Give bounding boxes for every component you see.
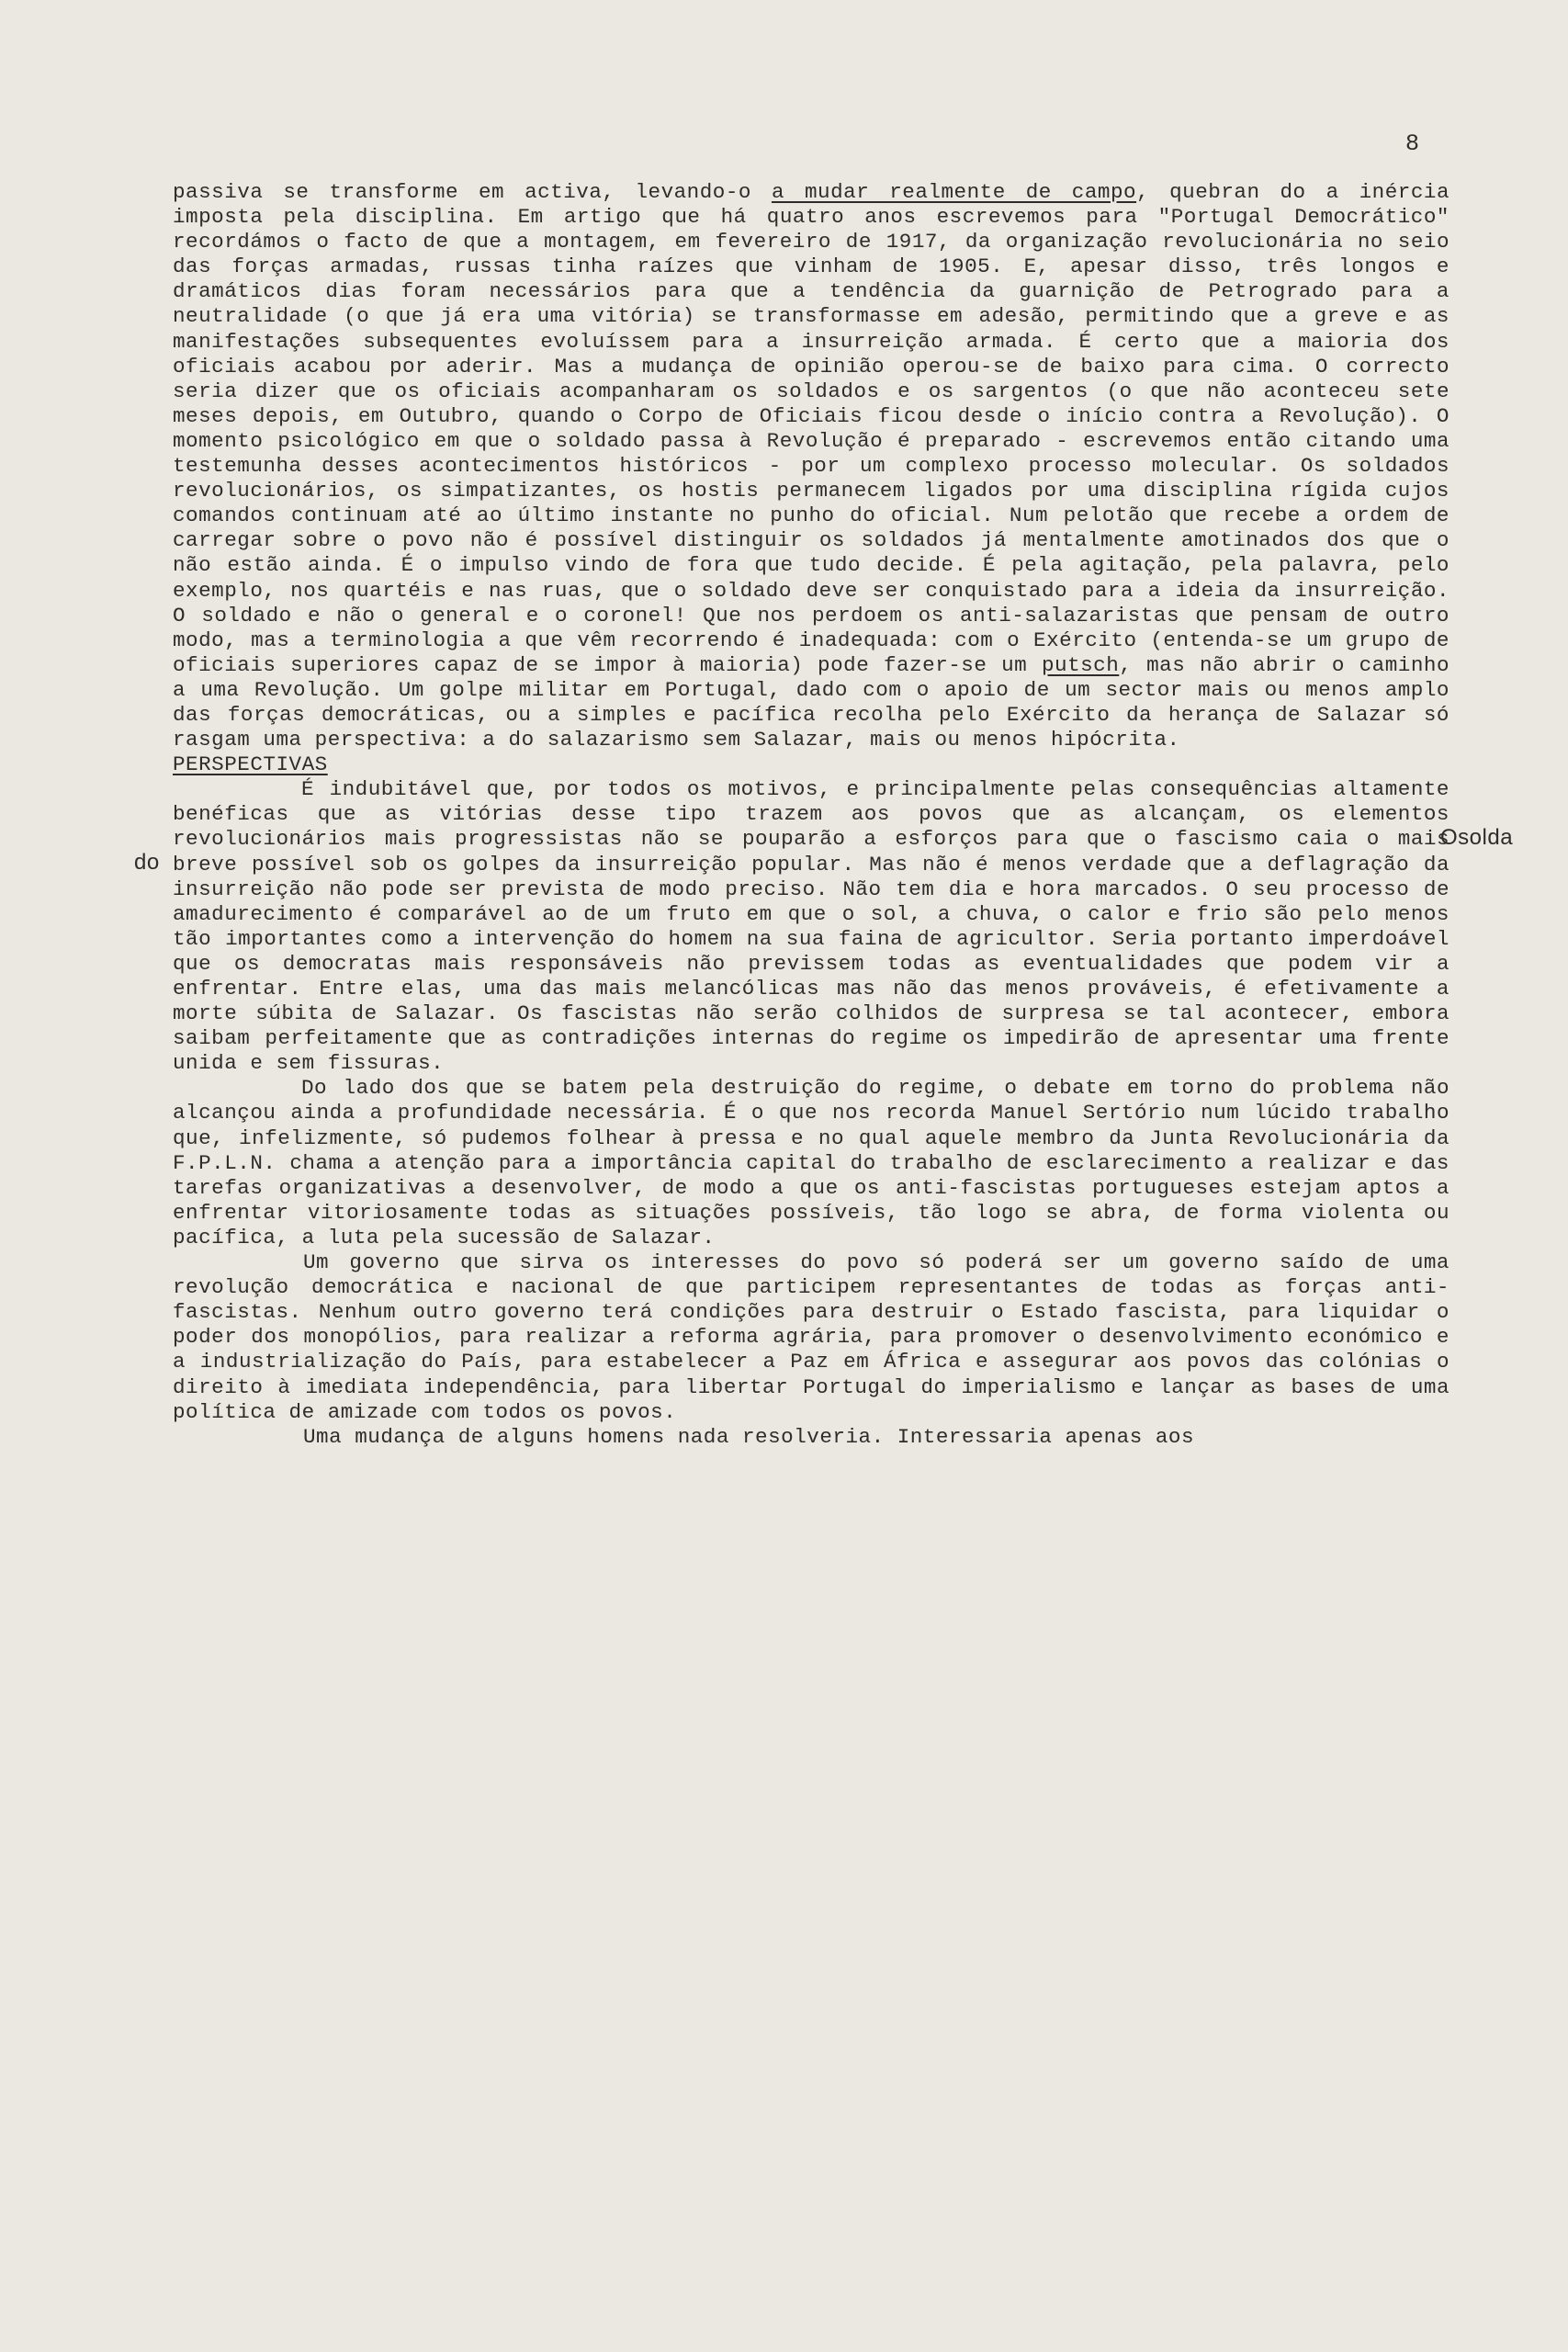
paragraph-1-text-c: , mas não abrir o caminho a uma Revolução. Um golpe militar em Portugal, dado com o apoio de um sector mais ou menos amplo das forças democráticas, ou a simples e pacífica recolha pelo Exército da herança de Salazar só rasgam uma perspectiva: a do salazarismo sem Salazar, mais ou menos hipócrita. <box>173 652 1450 752</box>
paragraph-3: Do lado dos que se batem pela destruição do regime, o debate em torno do problema não alcançou ainda a profundidade necessária. É o que nos recorda Manuel Sertório num lúcido trabalho que, infelizmente, só pudemos folhear à pressa e no qual aquele membro da Junta Revolucionária da F.P.L.N. chama a atenção para a importância capital do trabalho de esclarecimento a realizar e das tarefas organizativas a desenvolver, de modo a que os anti-fascistas portugueses estejam aptos a enfrentar vitoriosamente todas as situações possíveis, tão logo se abra, de forma violenta ou pacífica, a luta pela sucessão de Salazar. <box>173 1076 1450 1250</box>
page-number: 8 <box>1405 130 1420 157</box>
page-body <box>134 180 1514 1450</box>
margin-annotation-right: Osolda <box>1440 825 1514 850</box>
underlined-phrase: a mudar realmente de campo <box>771 180 1137 204</box>
paragraph-4: Um governo que sirva os interesses do povo só poderá ser um governo saído de uma revolução democrática e nacional de que participem representantes de todas as forças anti-fascistas. Nenhum outro governo terá condições para destruir o Estado fascista, para liquidar o poder dos monopólios, para realizar a reforma agrária, para promover o desenvolvimento económico e a industrialização do País, para estabelecer a Paz em África e assegurar aos povos das colónias o direito à imediata independência, para libertar Portugal do imperialismo e lançar as bases de uma política de amizade com todos os povos. <box>173 1250 1450 1424</box>
paragraph-1 <box>173 180 1450 752</box>
paragraph-1-text-a: passiva se transforme em activa, levando-o <box>173 180 772 204</box>
paragraph-5: Uma mudança de alguns homens nada resolveria. Interessaria apenas aos <box>303 1424 1195 1449</box>
paragraph-2: É indubitável que, por todos os motivos, e principalmente pelas consequências altamente benéficas que as vitórias desse tipo trazem aos povos que as alcançam, os elementos revolucionários mais progressistas não se pouparão a esforços para que o fascismo caia o mais breve possível sob os golpes da insurreição popular. Mas não é menos verdade que a deflagração da insurreição não pode ser prevista de modo preciso. Não tem dia e hora marcados. O seu processo de amadurecimento é comparável ao de um fruto em que o sol, a chuva, o calor e frio são pelo menos tão importantes como a intervenção do homem na sua faina de agricultor. Seria portanto imperdoável que os democratas mais responsáveis não previssem todas as eventualidades que podem vir a enfrentar. Entre elas, uma das mais melancólicas mas não das menos prováveis, é efetivamente a morte súbita de Salazar. Os fascistas não serão colhidos de surpresa se tal acontecer, embora saibam perfeitamente que as contradições internas do regime os impedirão de apresentar uma frente unida e sem fissuras. <box>173 777 1450 1076</box>
margin-annotation-left: do <box>134 850 160 875</box>
paragraph-1-text-b: , quebran do a inércia imposta pela disciplina. Em artigo que há quatro anos escrevemos para "Portugal Democrático" recordámos o facto de que a montagem, em fevereiro de 1917, da organização revolucionária no seio das forças armadas, russas tinha raízes que vinham de 1905. E, apesar disso, três longos e dramáticos dias foram necessários para que a tendência da guarnição de Petrogrado para a neutralidade (o que já era uma vitória) se transformasse em adesão, permitindo que a greve e as manifestações subsequentes evoluíssem para a insurreição armada. É certo que a maioria dos oficiais acabou por aderir. Mas a mudança de opinião operou-se de baixo para cima. O correcto seria dizer que os oficiais acompanharam os soldados e os sargentos (o que não aconteceu sete meses depois, em Outubro, quando o Corpo de Oficiais ficou desde o início contra a Revolução). O momento psicológico em que o soldado passa à Revolução é preparado - escrevemos então citando uma testemunha desses acontecimentos históricos - por um complexo processo molecular. Os soldados revolucionários, os simpatizantes, os hostis permanecem ligados por uma disciplina rígida cujos comandos continuam até ao último instante no punho do oficial. Num pelotão que recebe a ordem de carregar sobre o povo não é possível distinguir os soldados já mentalmente amotinados dos que o não estão ainda. É o impulso vindo de fora que tudo decide. É pela agitação, pela palavra, pelo exemplo, nos quartéis e nas ruas, que o soldado deve ser conquistado para a ideia da insurreição. O soldado e não o general e o coronel! Que nos perdoem os anti-salazaristas que pensam de outro modo, mas a terminologia a que vêm recorrendo é inadequada: com o Exército (entenda-se um grupo de oficiais superiores capaz de se impor à maioria) pode fazer-se um <box>173 180 1450 677</box>
section-heading: PERSPECTIVAS <box>173 752 328 777</box>
putsch-term: putsch <box>1041 652 1120 677</box>
